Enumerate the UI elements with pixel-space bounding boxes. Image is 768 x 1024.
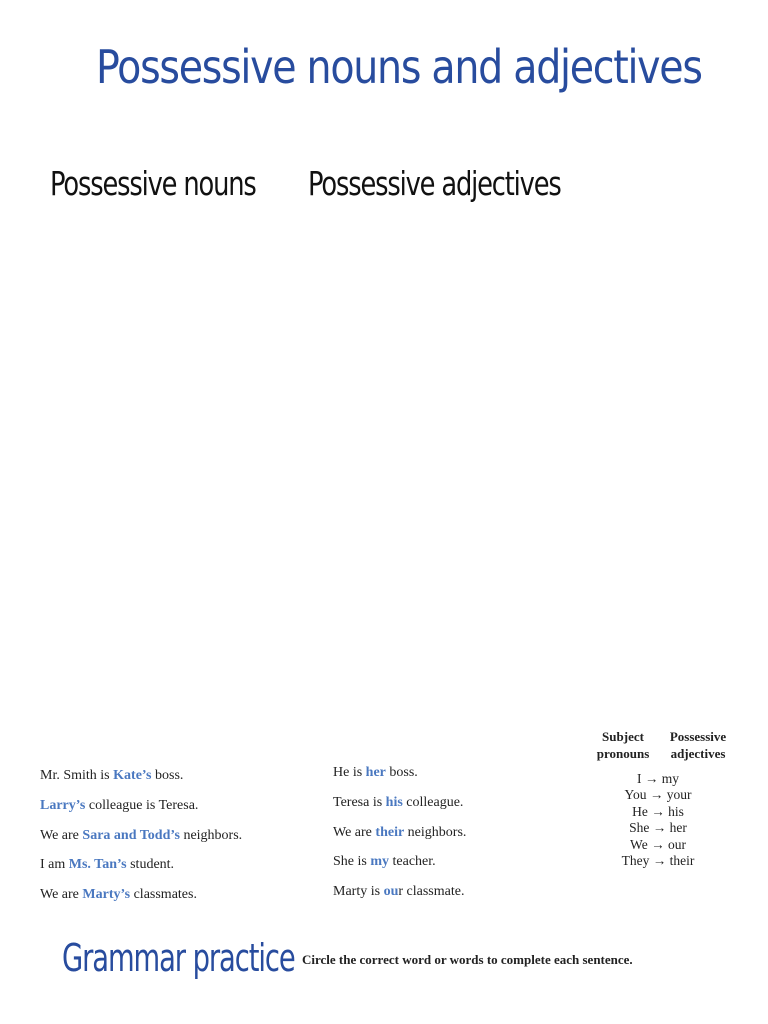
practice-instruction: Circle the correct word or words to complete each sentence. (302, 952, 633, 967)
pronoun-pair-row: He → his (632, 803, 684, 819)
possessive-highlight: my (370, 854, 390, 870)
sentence-text: boss. (151, 768, 184, 783)
sentence-text: student. (126, 857, 175, 873)
pronoun-pair-row: We → our (630, 836, 686, 852)
header-subject-pronouns (580, 728, 666, 762)
sentence-text: colleague is Teresa. (85, 797, 199, 813)
possessive-highlight: her (365, 765, 386, 780)
header-subject-line1: Subject (602, 729, 644, 744)
sentence-text: We are (40, 827, 83, 843)
header-possessive-adjectives (662, 728, 734, 762)
adjective-example-sentence (333, 853, 466, 883)
sentence-text: We are (333, 824, 376, 840)
sentence-text: Mr. Smith is (40, 768, 114, 783)
sentence-text: We are (40, 887, 83, 903)
sentence-text: Teresa is (333, 794, 386, 810)
adjective-example-sentence (333, 794, 466, 824)
sentence-text: She is (333, 854, 371, 870)
sentence-text: classmates. (130, 887, 197, 903)
sentence-text: neighbors. (404, 824, 467, 840)
pronoun-pair-row: She → her (629, 820, 687, 836)
sentence-text: boss. (385, 765, 418, 780)
possessive-highlight: Larry’s (40, 797, 86, 813)
noun-example-sentence (40, 827, 242, 857)
possessive-highlight: Marty’s (82, 887, 131, 903)
noun-examples-list (40, 767, 242, 916)
possessive-highlight: Sara and Todd’s (82, 827, 180, 843)
possessive-highlight: Kate’s (113, 768, 152, 783)
page-title: Possessive nouns and adjectives (96, 40, 702, 94)
sentence-text: neighbors. (179, 827, 243, 843)
header-possessive-line2: adjectives (670, 746, 726, 761)
adjective-example-sentence (333, 883, 466, 913)
adjective-examples-list (333, 764, 466, 913)
noun-example-sentence (40, 886, 242, 916)
sentence-text: I am (40, 857, 69, 873)
header-subject-line2: pronouns (596, 746, 650, 761)
adjective-example-sentence (333, 824, 466, 854)
possessive-highlight: Ms. Tan’s (68, 857, 127, 873)
possessive-highlight: his (385, 794, 403, 810)
noun-example-sentence (40, 797, 242, 827)
possessive-highlight: ou (383, 884, 399, 900)
pronoun-pair-row: You → your (624, 787, 692, 803)
heading-possessive-adjectives: Possessive adjectives (308, 164, 561, 203)
pronoun-pair-row: They → their (621, 852, 695, 868)
grammar-practice-heading: Grammar practice (62, 936, 295, 980)
sentence-text: He is (333, 765, 366, 780)
sentence-text: teacher. (389, 854, 436, 870)
heading-possessive-nouns: Possessive nouns (50, 164, 256, 203)
noun-example-sentence (40, 767, 242, 797)
pronoun-pair-row: I → my (637, 771, 679, 786)
pronoun-reference-list (600, 771, 716, 869)
noun-example-sentence (40, 856, 242, 886)
sentence-text: r classmate. (398, 884, 465, 900)
possessive-highlight: their (375, 824, 405, 840)
sentence-text: colleague. (402, 794, 464, 810)
adjective-example-sentence (333, 764, 466, 794)
sentence-text: Marty is (333, 884, 384, 900)
header-possessive-line1: Possessive (669, 729, 727, 744)
